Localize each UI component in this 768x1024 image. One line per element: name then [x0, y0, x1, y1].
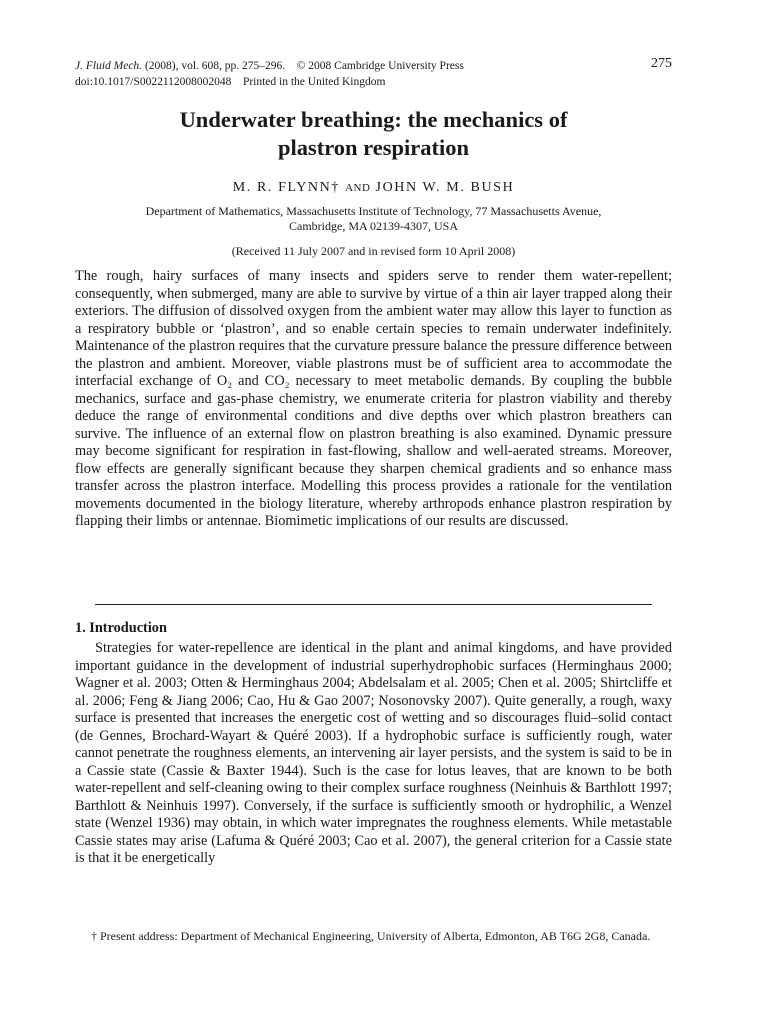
printed-notice: Printed in the United Kingdom — [242, 76, 386, 88]
journal-volume-pages: (2008), vol. 608, pp. 275–296. — [144, 60, 286, 72]
introduction-paragraph: Strategies for water-repellence are identical in the plant and animal kingdoms, and have provided important guidance in the development of industrial superhydrophobic surfaces (Herminghaus 2000; Wagner et al. 2003; Otten & Herminghaus 2004; Abdelsalam et al. 2005; Chen et al. 2005; Shirtcliffe et al. 2006; Feng & Jiang 2006; Cao, Hu & Gao 2007; Nosonovsky 2007). Quite generally, a rough, waxy surface is presented that increases the energetic cost of wetting and so discourages fluid–solid contact (de Gennes, Brochard-Wayart & Quéré 2003). If a hydrophobic surface is sufficiently rough, water cannot penetrate the roughness elements, an intervening air layer persists, and the system is said to be in a Cassie state (Cassie & Baxter 1944). Such is the case for lotus leaves, that are known to be both water-repellent and self-cleaning owing to their complex surface roughness (Neinhuis & Barthlott 1997; Barthlott & Neinhuis 1997). Conversely, if the surface is sufficiently smooth or hydrophilic, a Wenzel state (Wenzel 1936) may obtain, in which water impregnates the roughness elements. While metastable Cassie states may arise (Lafuma & Quéré 2003; Cao et al. 2007), the general criterion for a Cassie state is that it be energetically — [75, 640, 672, 866]
title-line-2: plastron respiration — [277, 135, 470, 160]
affiliation-line-1: Department of Mathematics, Massachusetts Institute of Technology, 77 Massachusetts Avenue, — [145, 204, 602, 218]
author-bush: JOHN W. M. BUSH — [375, 180, 515, 195]
author-conjunction: AND — [345, 182, 371, 194]
author-flynn: M. R. FLYNN† — [232, 180, 340, 195]
affiliation — [95, 204, 652, 234]
section-heading-introduction: 1. Introduction — [75, 620, 167, 636]
copyright-notice: © 2008 Cambridge University Press — [296, 60, 464, 72]
journal-name: J. Fluid Mech. — [75, 60, 143, 72]
received-dates: (Received 11 July 2007 and in revised form 10 April 2008) — [231, 244, 516, 258]
paper-title — [75, 106, 672, 162]
doi: doi:10.1017/S0022112008002048 — [75, 76, 232, 88]
affiliation-line-2: Cambridge, MA 02139-4307, USA — [289, 219, 458, 233]
doi-line — [75, 74, 464, 90]
footnote: † Present address: Department of Mechanical Engineering, University of Alberta, Edmonton, AB T6G 2G8, Canada. — [91, 929, 651, 943]
page-number: 275 — [651, 56, 672, 71]
title-line-1: Underwater breathing: the mechanics of — [179, 107, 568, 132]
abstract-divider — [95, 604, 652, 605]
author-list — [75, 180, 672, 196]
abstract: The rough, hairy surfaces of many insects and spiders serve to render them water-repellent; consequently, when submerged, many are able to survive by virtue of a thin air layer trapped along their exteriors. The diffusion of dissolved oxygen from the ambient water may allow this layer to function as a respiratory bubble or ‘plastron’, and so enable certain species to remain underwater indefinitely. Maintenance of the plastron requires that the curvature pressure balance the pressure difference between the plastron and ambient. Moreover, viable plastrons must be of sufficient area to accommodate the interfacial exchange of O₂ and CO₂ necessary to meet metabolic demands. By coupling the bubble mechanics, surface and gas-phase chemistry, we enumerate criteria for plastron viability and thereby deduce the range of environmental conditions and dive depths over which plastron breathers can survive. The influence of an external flow on plastron breathing is also examined. Dynamic pressure may become significant for respiration in fast-flowing, shallow and well-aerated streams. Moreover, flow effects are generally significant because they sharpen chemical gradients and so enhance mass transfer across the plastron interface. Modelling this process provides a rationale for the ventilation movements documented in the biology literature, whereby arthropods enhance plastron respiration by flapping their limbs or antennae. Biomimetic implications of our results are discussed. — [75, 268, 672, 529]
journal-header — [75, 58, 464, 90]
citation-line — [75, 58, 464, 74]
